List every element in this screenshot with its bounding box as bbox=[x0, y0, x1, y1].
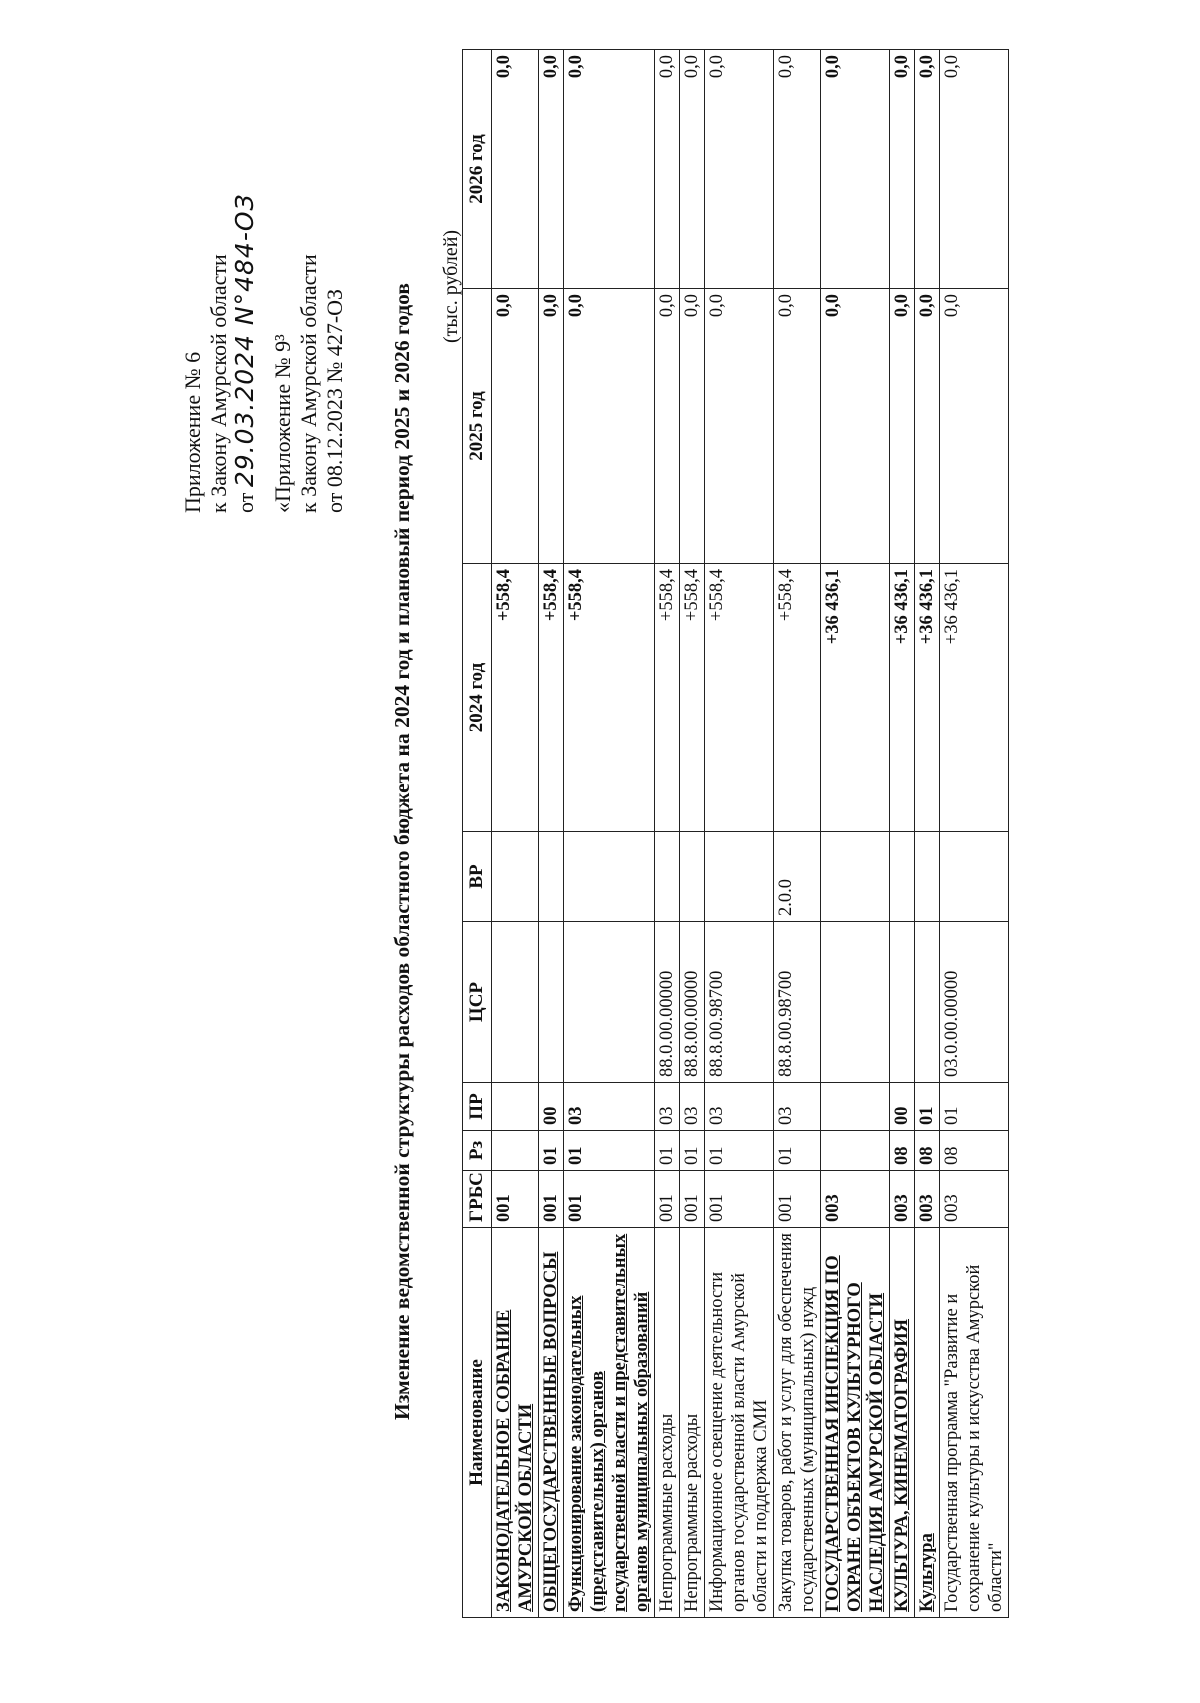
cell-name: Непрограммные расходы bbox=[680, 1228, 705, 1618]
cell-grbs: 001 bbox=[655, 1171, 680, 1228]
cell-2024: +36 436,1 bbox=[821, 564, 890, 832]
cell-name: ЗАКОНОДАТЕЛЬНОЕ СОБРАНИЕ АМУРСКОЙ ОБЛАСТИ bbox=[492, 1228, 539, 1618]
cell-pr: 00 bbox=[539, 1083, 564, 1131]
cell-2024: +558,4 bbox=[492, 564, 539, 832]
cell-grbs: 003 bbox=[890, 1171, 915, 1228]
cell-csr bbox=[915, 922, 940, 1083]
header-2024: 2024 год bbox=[463, 564, 492, 832]
cell-pr: 01 bbox=[915, 1083, 940, 1131]
cell-2025: 0,0 bbox=[705, 289, 774, 564]
cell-rz: 01 bbox=[655, 1131, 680, 1171]
cell-rz bbox=[821, 1131, 890, 1171]
cell-2025: 0,0 bbox=[940, 289, 1009, 564]
cell-csr: 03.0.00.00000 bbox=[940, 922, 1009, 1083]
table-row bbox=[539, 50, 564, 1618]
cell-pr: 03 bbox=[680, 1083, 705, 1131]
document-title: Изменение ведомственной структуры расходов областного бюджета на 2024 год и плановый период 2025 и 2026 годов bbox=[390, 282, 414, 1421]
cell-2026: 0,0 bbox=[915, 50, 940, 289]
cell-rz bbox=[492, 1131, 539, 1171]
cell-2024: +36 436,1 bbox=[940, 564, 1009, 832]
cell-csr bbox=[539, 922, 564, 1083]
table-body bbox=[492, 50, 1009, 1618]
cell-rz: 01 bbox=[774, 1131, 821, 1171]
cell-2024: +558,4 bbox=[655, 564, 680, 832]
cell-name: ГОСУДАРСТВЕННАЯ ИНСПЕКЦИЯ ПО ОХРАНЕ ОБЪЕКТОВ КУЛЬТУРНОГО НАСЛЕДИЯ АМУРСКОЙ ОБЛАСТИ bbox=[821, 1228, 890, 1618]
cell-csr: 88.8.00.00000 bbox=[680, 922, 705, 1083]
cell-2026: 0,0 bbox=[655, 50, 680, 289]
cell-rz: 01 bbox=[564, 1131, 655, 1171]
handwritten-date: 29.03.2024 N°484-ОЗ bbox=[230, 193, 259, 488]
appendix-old-line1: «Приложение № 9³ bbox=[270, 334, 295, 513]
cell-2025: 0,0 bbox=[774, 289, 821, 564]
table-row bbox=[705, 50, 774, 1618]
cell-pr: 00 bbox=[890, 1083, 915, 1131]
cell-pr: 03 bbox=[774, 1083, 821, 1131]
cell-name: Культура bbox=[915, 1228, 940, 1618]
appendix-new-block bbox=[180, 193, 259, 513]
cell-grbs: 003 bbox=[821, 1171, 890, 1228]
cell-name: Функционирование законодательных (представительных) органов государственной власти и представительных органов муниципальных образований bbox=[564, 1228, 655, 1618]
cell-name: Непрограммные расходы bbox=[655, 1228, 680, 1618]
cell-2025: 0,0 bbox=[821, 289, 890, 564]
cell-2025: 0,0 bbox=[492, 289, 539, 564]
cell-pr bbox=[821, 1083, 890, 1131]
cell-vr bbox=[655, 832, 680, 922]
cell-vr bbox=[564, 832, 655, 922]
cell-2024: +558,4 bbox=[680, 564, 705, 832]
cell-grbs: 001 bbox=[492, 1171, 539, 1228]
header-2026: 2026 год bbox=[463, 50, 492, 289]
header-rz: Рз bbox=[463, 1131, 492, 1171]
cell-pr bbox=[492, 1083, 539, 1131]
table-row bbox=[890, 50, 915, 1618]
cell-2024: +558,4 bbox=[774, 564, 821, 832]
cell-2025: 0,0 bbox=[915, 289, 940, 564]
units-label: (тыс. рублей) bbox=[440, 229, 462, 343]
appendix-new-line2: к Закону Амурской области bbox=[206, 254, 231, 513]
cell-pr: 03 bbox=[705, 1083, 774, 1131]
cell-2026: 0,0 bbox=[539, 50, 564, 289]
cell-csr: 88.0.00.00000 bbox=[655, 922, 680, 1083]
table-row bbox=[655, 50, 680, 1618]
cell-rz: 01 bbox=[539, 1131, 564, 1171]
cell-vr bbox=[705, 832, 774, 922]
cell-grbs: 001 bbox=[705, 1171, 774, 1228]
cell-2025: 0,0 bbox=[564, 289, 655, 564]
cell-vr bbox=[492, 832, 539, 922]
cell-rz: 01 bbox=[705, 1131, 774, 1171]
cell-vr bbox=[680, 832, 705, 922]
cell-name: Информационное освещение деятельности органов государственной власти Амурской области и поддержка СМИ bbox=[705, 1228, 774, 1618]
cell-csr bbox=[890, 922, 915, 1083]
cell-pr: 01 bbox=[940, 1083, 1009, 1131]
header-pr: ПР bbox=[463, 1083, 492, 1131]
table-row bbox=[492, 50, 539, 1618]
cell-2026: 0,0 bbox=[940, 50, 1009, 289]
cell-2024: +558,4 bbox=[564, 564, 655, 832]
cell-2025: 0,0 bbox=[680, 289, 705, 564]
cell-rz: 01 bbox=[680, 1131, 705, 1171]
cell-2024: +558,4 bbox=[705, 564, 774, 832]
table-row bbox=[915, 50, 940, 1618]
cell-2026: 0,0 bbox=[774, 50, 821, 289]
appendix-old-line3: от 08.12.2023 № 427-ОЗ bbox=[322, 288, 347, 513]
cell-csr: 88.8.00.98700 bbox=[774, 922, 821, 1083]
appendix-new-line1: Приложение № 6 bbox=[180, 351, 205, 513]
header-vr: ВР bbox=[463, 832, 492, 922]
budget-table bbox=[462, 49, 1009, 1618]
appendix-new-date-prefix: от bbox=[233, 492, 258, 513]
table-row bbox=[940, 50, 1009, 1618]
cell-rz: 08 bbox=[890, 1131, 915, 1171]
cell-2026: 0,0 bbox=[564, 50, 655, 289]
cell-2025: 0,0 bbox=[890, 289, 915, 564]
appendix-old-block bbox=[270, 254, 348, 513]
header-csr: ЦСР bbox=[463, 922, 492, 1083]
cell-vr bbox=[539, 832, 564, 922]
cell-csr bbox=[821, 922, 890, 1083]
cell-vr bbox=[821, 832, 890, 922]
cell-vr bbox=[890, 832, 915, 922]
table-row bbox=[821, 50, 890, 1618]
cell-vr bbox=[940, 832, 1009, 922]
cell-grbs: 001 bbox=[680, 1171, 705, 1228]
cell-2026: 0,0 bbox=[680, 50, 705, 289]
cell-2026: 0,0 bbox=[705, 50, 774, 289]
cell-2024: +36 436,1 bbox=[890, 564, 915, 832]
cell-pr: 03 bbox=[655, 1083, 680, 1131]
cell-2026: 0,0 bbox=[890, 50, 915, 289]
table-row bbox=[774, 50, 821, 1618]
cell-2026: 0,0 bbox=[492, 50, 539, 289]
appendix-old-line2: к Закону Амурской области bbox=[296, 254, 321, 513]
cell-name: Государственная программа "Развитие и сохранение культуры и искусства Амурской области" bbox=[940, 1228, 1009, 1618]
cell-csr bbox=[492, 922, 539, 1083]
cell-2024: +558,4 bbox=[539, 564, 564, 832]
cell-grbs: 003 bbox=[915, 1171, 940, 1228]
cell-grbs: 001 bbox=[539, 1171, 564, 1228]
header-2025: 2025 год bbox=[463, 289, 492, 564]
cell-2025: 0,0 bbox=[539, 289, 564, 564]
cell-grbs: 001 bbox=[564, 1171, 655, 1228]
table-row bbox=[680, 50, 705, 1618]
cell-2024: +36 436,1 bbox=[915, 564, 940, 832]
cell-2025: 0,0 bbox=[655, 289, 680, 564]
cell-rz: 08 bbox=[915, 1131, 940, 1171]
cell-pr: 03 bbox=[564, 1083, 655, 1131]
cell-csr: 88.8.00.98700 bbox=[705, 922, 774, 1083]
cell-csr bbox=[564, 922, 655, 1083]
header-grbs: ГРБС bbox=[463, 1171, 492, 1228]
cell-name: КУЛЬТУРА, КИНЕМАТОГРАФИЯ bbox=[890, 1228, 915, 1618]
table-row bbox=[564, 50, 655, 1618]
appendix-new-date bbox=[232, 193, 259, 513]
cell-2026: 0,0 bbox=[821, 50, 890, 289]
cell-vr: 2.0.0 bbox=[774, 832, 821, 922]
cell-vr bbox=[915, 832, 940, 922]
cell-name: ОБЩЕГОСУДАРСТВЕННЫЕ ВОПРОСЫ bbox=[539, 1228, 564, 1618]
cell-grbs: 003 bbox=[940, 1171, 1009, 1228]
table-header-row bbox=[463, 50, 492, 1618]
cell-name: Закупка товаров, работ и услуг для обеспечения государственных (муниципальных) нужд bbox=[774, 1228, 821, 1618]
header-name: Наименование bbox=[463, 1228, 492, 1618]
cell-grbs: 001 bbox=[774, 1171, 821, 1228]
cell-rz: 08 bbox=[940, 1131, 1009, 1171]
